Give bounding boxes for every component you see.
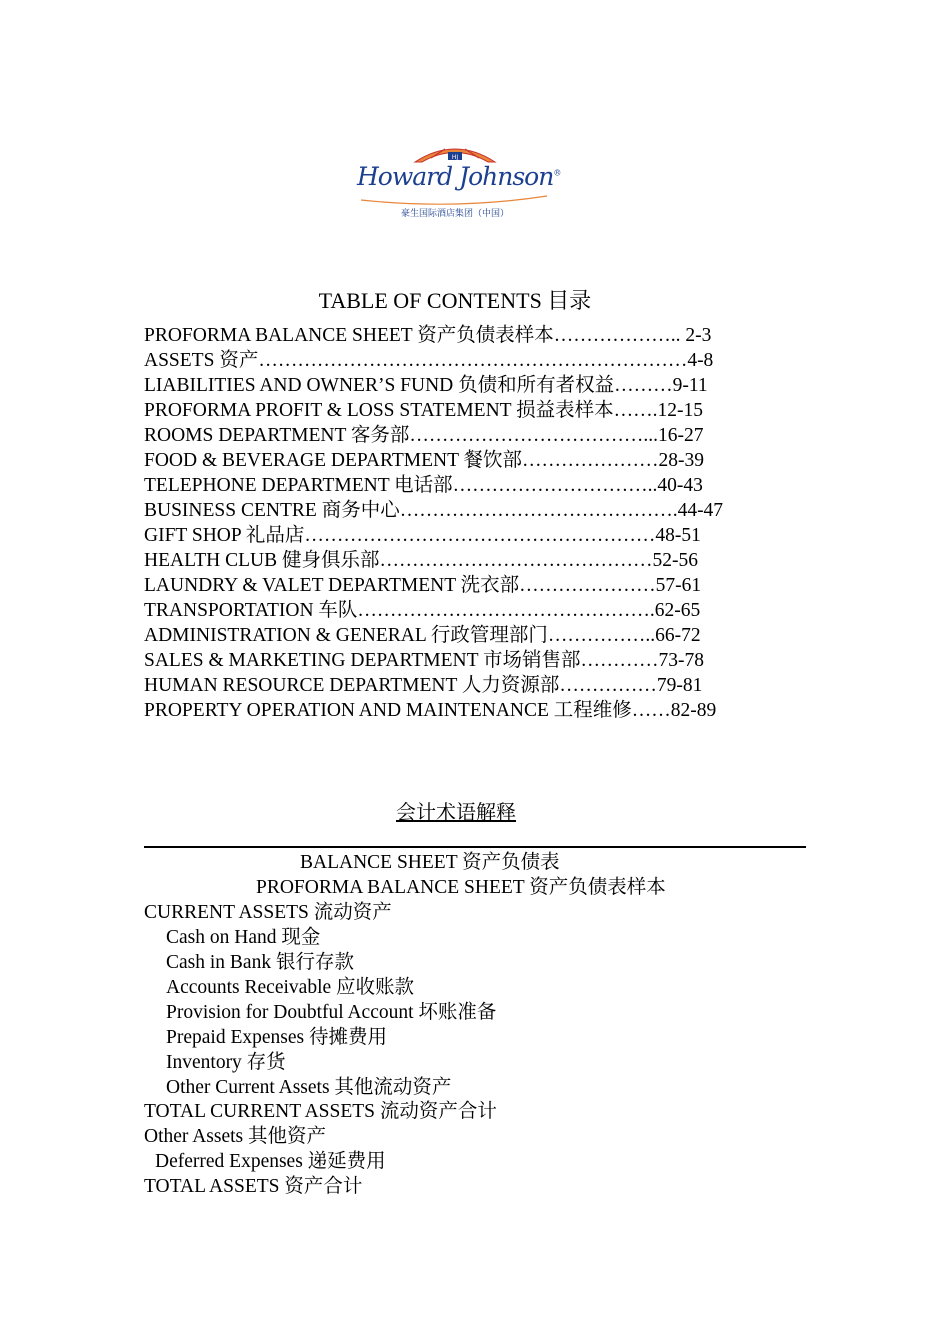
proforma-balance-sheet-heading: PROFORMA BALANCE SHEET 资产负债表样本 xyxy=(256,877,666,898)
toc-entry: LIABILITIES AND OWNER’S FUND 负债和所有者权益………9-11 xyxy=(144,375,708,396)
toc-entry: HEALTH CLUB 健身俱乐部……………………………………52-56 xyxy=(144,550,698,571)
glossary-item: Inventory 存货 xyxy=(166,1052,286,1073)
toc-entry: PROPERTY OPERATION AND MAINTENANCE 工程维修……82-89 xyxy=(144,700,717,721)
glossary-item: Cash in Bank 银行存款 xyxy=(166,952,354,973)
other-assets: Other Assets 其他资产 xyxy=(144,1126,326,1147)
toc-entry: FOOD & BEVERAGE DEPARTMENT 餐饮部…………………28-39 xyxy=(144,450,705,471)
total-assets: TOTAL ASSETS 资产合计 xyxy=(144,1176,363,1197)
toc-entry: GIFT SHOP 礼品店………………………………………………48-51 xyxy=(144,525,701,546)
glossary-item: Cash on Hand 现金 xyxy=(166,927,321,948)
current-assets-heading: CURRENT ASSETS 流动资产 xyxy=(144,902,392,923)
toc-title: TABLE OF CONTENTS 目录 xyxy=(318,288,592,313)
toc-entry: PROFORMA PROFIT & LOSS STATEMENT 损益表样本…….12-15 xyxy=(144,400,703,421)
glossary-title: 会计术语解释 xyxy=(396,802,516,824)
toc-entry: PROFORMA BALANCE SHEET 资产负债表样本……………….. 2-3 xyxy=(144,325,712,346)
toc-entry: ADMINISTRATION & GENERAL 行政管理部门……………..66-72 xyxy=(144,625,701,646)
logo-wordmark xyxy=(357,162,561,191)
toc-entry: LAUNDRY & VALET DEPARTMENT 洗衣部…………………57-61 xyxy=(144,575,702,596)
toc-entry: HUMAN RESOURCE DEPARTMENT 人力资源部……………79-81 xyxy=(144,675,703,696)
toc-entry: TELEPHONE DEPARTMENT 电话部…………………………..40-43 xyxy=(144,475,703,496)
section-divider xyxy=(144,846,806,848)
toc-entry: ASSETS 资产…………………………………………………………4-8 xyxy=(144,350,714,371)
toc-entry: ROOMS DEPARTMENT 客务部………………………………...16-27 xyxy=(144,425,704,446)
glossary-item: Other Current Assets 其他流动资产 xyxy=(166,1077,452,1098)
logo-emblem-text: HJ xyxy=(451,154,459,161)
deferred-expenses: Deferred Expenses 递延费用 xyxy=(155,1151,386,1172)
toc-entry: SALES & MARKETING DEPARTMENT 市场销售部…………73-78 xyxy=(144,650,705,671)
toc-entry: TRANSPORTATION 车队……………………………………….62-65 xyxy=(144,600,701,621)
howard-johnson-logo xyxy=(355,138,561,228)
logo-subtitle: 豪生国际酒店集团（中国） xyxy=(400,209,509,219)
logo-wordmark-text: Howard Johnson xyxy=(357,162,554,191)
glossary-item: Provision for Doubtful Account 坏账准备 xyxy=(166,1002,497,1023)
balance-sheet-heading: BALANCE SHEET 资产负债表 xyxy=(300,852,560,873)
total-current-assets: TOTAL CURRENT ASSETS 流动资产合计 xyxy=(144,1101,497,1122)
logo-registered-mark: ® xyxy=(553,168,561,178)
toc-entry: BUSINESS CENTRE 商务中心…………………………………….44-47 xyxy=(144,500,724,521)
glossary-item: Prepaid Expenses 待摊费用 xyxy=(166,1027,387,1048)
table-of-contents xyxy=(144,323,844,723)
glossary-item: Accounts Receivable 应收账款 xyxy=(166,977,415,998)
